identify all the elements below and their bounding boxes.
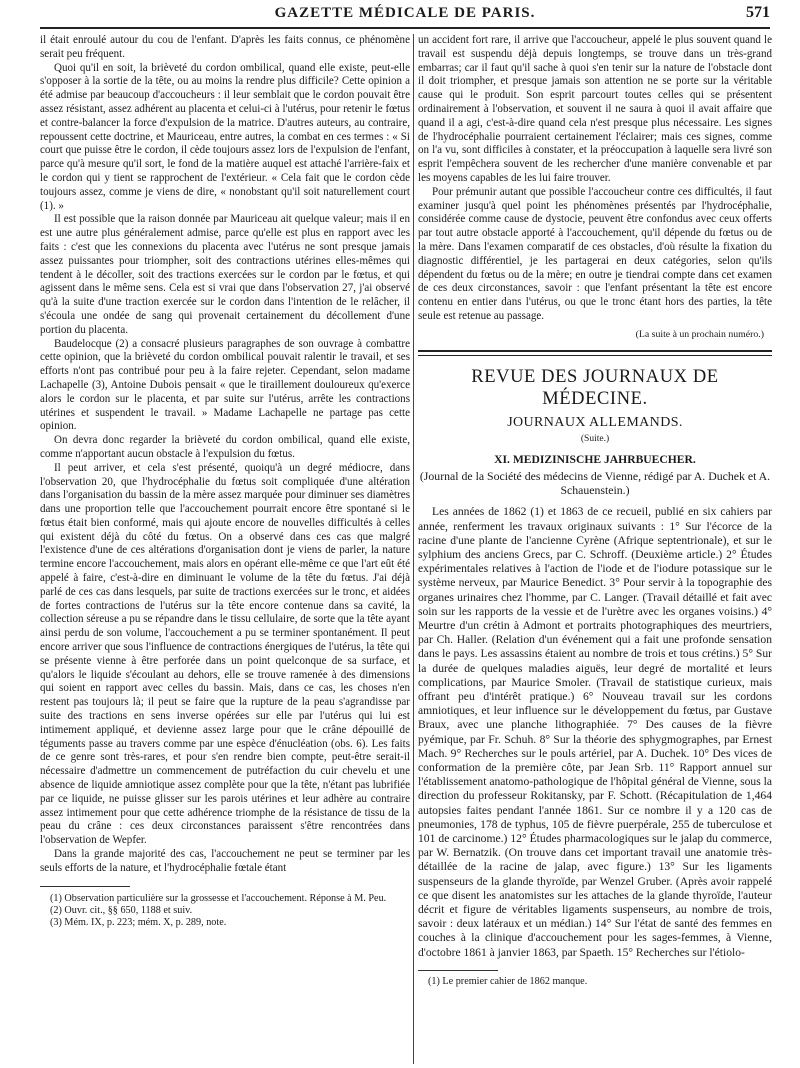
footnote-rule xyxy=(40,886,130,887)
article-heading: XI. MEDIZINISCHE JAHRBUECHER. xyxy=(494,453,696,467)
paragraph: Il est possible que la raison donnée par Mauriceau ait quelque valeur; mais il en est une autre plus généralement admise, parce qu'elle est plus en rapport avec les faits : c'est que les connexions du placenta avec l'utérus ne sont presque jamais assez puissantes pour triompher, soit des contractions utérines elles-mêmes qui tendent à le décoller, soit des tractions exercées sur le cordon par le fœtus, et qui agissent dans le même sens. Cela est si vrai que dans l'observation 27, j'ai observé qu'à la suite d'une traction exercée sur le cordon dans l'intention de le relâcher, il s'écoula une ondée de sang qui provenait certainement du décollement d'une portion du placenta. xyxy=(40,213,410,336)
journal-description: (Journal de la Société des médecins de Vienne, rédigé par A. Duchek et A. Schauenstein.) xyxy=(419,468,771,498)
page-number: 571 xyxy=(746,4,770,21)
left-column xyxy=(40,34,410,930)
footnote-rule xyxy=(418,970,498,971)
section-title: REVUE DES JOURNAUX DE MÉDECINE. xyxy=(471,366,719,409)
paragraph: On devra donc regarder la brièveté du cordon ombilical, quand elle existe, comme n'apportant aucun obstacle à l'expulsion du fœtus. xyxy=(40,434,410,460)
paragraph: Quoi qu'il en soit, la brièveté du cordon ombilical, quand elle existe, peut-elle s'opposer à la sortie de la tête, ou au moins la rendre plus difficile? Cette opinion a été admise par beaucoup d'accoucheurs : il leur semblait que le cordon pouvait être assez résistant, assez adhérent au placenta et celui-ci à l'utérus, pour retenir le fœtus et contre-balancer la force d'expulsion de la matrice. D'autres auteurs, au contraire, repoussent cette doctrine, et Mauriceau, entre autres, la combat en ces termes : « Si court que puisse être le cordon, il cède toujours assez lors de l'expulsion de l'enfant, parce qu'à mesure qu'il sort, le fond de la matière auquel est attaché l'arrière-faix et le cordon qui y tient se rapprochent de l'extérieur. « Cela fait que le cordon cède toujours assez, comme je viens de dire, « nonobstant qu'il soit naturellement court (1). » xyxy=(40,61,410,212)
column-divider xyxy=(413,34,414,1064)
paragraph: Dans la grande majorité des cas, l'accouchement ne peut se terminer par les seuls efforts de la nature, et l'hydrocéphalie fœtale étant xyxy=(40,848,410,874)
footnote: (1) Observation particulière sur la grossesse et l'accouchement. Réponse à M. Peu. xyxy=(50,892,387,904)
header-rule xyxy=(40,27,770,29)
continuation-note: (La suite à un prochain numéro.) xyxy=(635,328,764,340)
paragraph: Il peut arriver, et cela s'est présenté, quoiqu'à un degré médiocre, dans l'observation 20, que l'hydrocéphalie du fœtus soit compliquée d'une altération dans l'organisation du bassin de la mère assez marquée pour diminuer ses diamètres dans une proportion telle que l'accouchement pourrait encore être spontané si le fœtus était bien conformé, mais qui ajoute encore de nouvelles difficultés à celles qui existent déjà du côté du fœtus. On a observé dans ces cas que malgré l'existence d'une de ces altérations d'organisation dont je viens de parler, la nature termine encore l'accouchement, mais alors en opérant elle-même ce que l'art eût été appelé à faire, c'est-à-dire en diminuant le volume de la tête du fœtus. J'ai déjà parlé de ces cas dans lesquels, par suite de tractions exercées sur le tronc, et aidées de fortes contractions de l'utérus sur la tête encore contenue dans sa cavité, la collection séreuse a pu se répandre dans le tissu cellulaire, de sorte que la tête ayant ainsi perdu de son volume, l'accouchement a pu se terminer spontanément. Il peut encore arriver que sous l'influence de contractions énergiques de l'utérus, la tête qui se présente vienne à être perforée dans un point quelconque de sa surface, et qu'alors le liquide s'écoulant au dehors, elle se trouve ramenée à des dimensions qui soient en rapport avec celles du bassin. Mais, dans ce cas, les choses n'en restent pas toujours là; il peut se faire que la rupture de la peau s'agrandisse par suite des tractions en sens inverse opérées sur elle par l'utérus qui lui est intimement appliqué, et devienne assez large pour que le crâne dépouillé de téguments passe au travers comme par une espèce d'énucléation (obs. 6). Les faits de ce genre sont très-rares, et pour s'en rendre bien compte, peut-être serait-il nécessaire d'admettre un commencement de putréfaction du cuir chevelu et une absence de liquide amniotique assez complète pour que la tête, n'étant pas lubrifiée par ce liquide, ne puisse glisser sur les parois utérines et leur adhère au contraire assez intimement pour que cette adhérence triomphe de la résistance de tissu de la peau du crâne : ces deux circonstances paraissent s'être rencontrées dans l'observation de Wepfer. xyxy=(40,461,410,847)
section-suite: (Suite.) xyxy=(580,434,610,445)
footnote: (3) Mém. IX, p. 223; mém. X, p. 289, note. xyxy=(50,917,227,929)
paragraph: Pour prémunir autant que possible l'accoucheur contre ces difficultés, il faut examiner jusqu'à quel point les phénomènes présentés par l'hydrocéphalie, considérée comme cause de dystocie, peuvent être confondus avec ceux offerts par tout autre obstacle apporté à l'accouchement, qu'il dépende du fœtus ou de la mère. Dans l'examen comparatif de ces obstacles, d'où résulte la fixation du diagnostic différentiel, je les partagerai en deux catégories, selon qu'ils dépendent du fœtus ou de la mère; en outre je tiendrai compte dans cet examen de ces deux circonstances, savoir : que l'enfant présentant la tête est encore contenu en entier dans l'utérus, ou que le tronc étant hors des parties, la tête seule est retenue au passage. xyxy=(418,185,772,322)
footnote: (1) Le premier cahier de 1862 manque. xyxy=(428,975,588,987)
journal-title: GAZETTE MÉDICALE DE PARIS. xyxy=(274,5,536,21)
paragraph: Baudelocque (2) a consacré plusieurs paragraphes de son ouvrage à combattre cette opinion, que la brièveté du cordon ombilical pouvait ralentir le travail, et ses efforts n'ont pas contribué pour peu à la faire rejeter. Cependant, selon madame Lachapelle (3), Antoine Dubois pensait « que le tiraillement douloureux qu'exerce alors le cordon sur le placenta, et par suite sur l'utérus, arrête les contractions utérines et suspendent le travail. » Madame Lachapelle ne partage pas cette opinion. xyxy=(40,337,410,433)
section-subtitle: JOURNAUX ALLEMANDS. xyxy=(507,414,683,430)
section-rule xyxy=(418,355,772,356)
running-header xyxy=(40,2,770,26)
paragraph: un accident fort rare, il arrive que l'accoucheur, appelé le plus souvent quand le travail est suspendu déjà depuis longtemps, se trouve dans un très-grand embarras; car il faut qu'il sache à quoi s'en tenir sur la nature de l'obstacle dont il doit triompher, et presque jamais son attention ne se porte sur la véritable cause qui le produit. Son esprit parcourt toutes celles qui se présentent ordinairement à l'observation, et souvent il ne saura à quoi il avait affaire que quand il a agi, c'est-à-dire quand cela n'est presque plus nécessaire. Les signes de l'hydrocéphalie pourraient certainement l'éclairer; mais ces signes, comme on l'a vu, sont difficiles à constater, et la préoccupation à laquelle sera livré son esprit l'empêchera souvent de les rechercher d'une manière convenable et par les moyens capables de les lui faire trouver. xyxy=(418,34,772,184)
footnote: (2) Ouvr. cit., §§ 650, 1188 et suiv. xyxy=(50,905,193,917)
section-rule xyxy=(418,350,772,352)
paragraph: Les années de 1862 (1) et 1863 de ce recueil, publié en six cahiers par année, renferment les travaux originaux suivants : 1° Sur l'écorce de la racine d'une plante de l'ancienne Cyrène (Afrique septentrionale), et sur le sylphium des anciens Grecs, par C. Schroff. (Deuxième article.) 2° Études expérimentales relatives à l'action de l'iode et de l'iodure potassique sur le système nerveux, par Maurice Benedict. 3° Pour servir à la topographie des organes urinaires chez l'homme, par C. Langer. (Travail détaillé et fait avec soin sur les rapports de la vessie et de l'urètre avec les organes voisins.) 4° Meurtre d'un crétin à Admont et portraits photographiques des meurtriers, par Ch. Haller. (Relation d'un événement qui a fait une profonde sensation dans le pays. Les assassins étaient au nombre de trois et tous crétins.) 5° Sur la durée de quelques maladies aiguës, leur degré de mortalité et leurs complications, par Maurice Smoler. (Travail de statistique curieux, mais offrant peu d'intérêt pratique.) 6° Nouveau travail sur les cordons amniotiques, et leur influence sur le développement du fœtus, par Gustave Braux, avec une planche lithographiée. 7° Des causes de la fièvre pyémique, par Fr. Schuh. 8° Sur la théorie des sphygmographes, par Ernest Mach. 9° Recherches sur le pouls artériel, par A. Duchek. 10° Des vices de conformation de la première côte, par Jean Srb. 11° Rapport annuel sur l'établissement anatomo-pathologique de l'hôpital général de Vienne, sous la direction du professeur Rokitansky, par F. Schott. (Récapitulation de 1,464 autopsies faites pendant l'année 1861. Sur ce nombre il y a 120 cas de pneumonies, 178 de typhus, 105 de fièvre puerpérale, 255 de tuberculose et 101 de carcinome.) 12° Études pharmacologiques sur le jalap du commerce, par W. Bernatzik. (On trouve dans cet important travail une anatomie très-détaillée de la racine de jalap, avec figure.) 13° Sur les ligaments suspenseurs de la glande thyroïde, par Wenzel Gruber. (Après avoir rappelé ce que disent les anatomistes sur les attaches de la glande thyroïde, l'auteur décrit et figure de véritables ligaments suspenseurs, au nombre de trois, savoir : deux latéraux et un médian.) 14° Sur l'état de santé des femmes en couches à la clinique d'accouchement pour les sages-femmes, à Vienne, d'octobre 1861 à janvier 1863, par Spaeth. 15° Recherches sur l'étiolo- xyxy=(418,505,772,959)
right-column xyxy=(418,34,772,988)
paragraph: il était enroulé autour du cou de l'enfant. D'après les faits connus, ce phénomène serait peu fréquent. xyxy=(40,34,410,60)
